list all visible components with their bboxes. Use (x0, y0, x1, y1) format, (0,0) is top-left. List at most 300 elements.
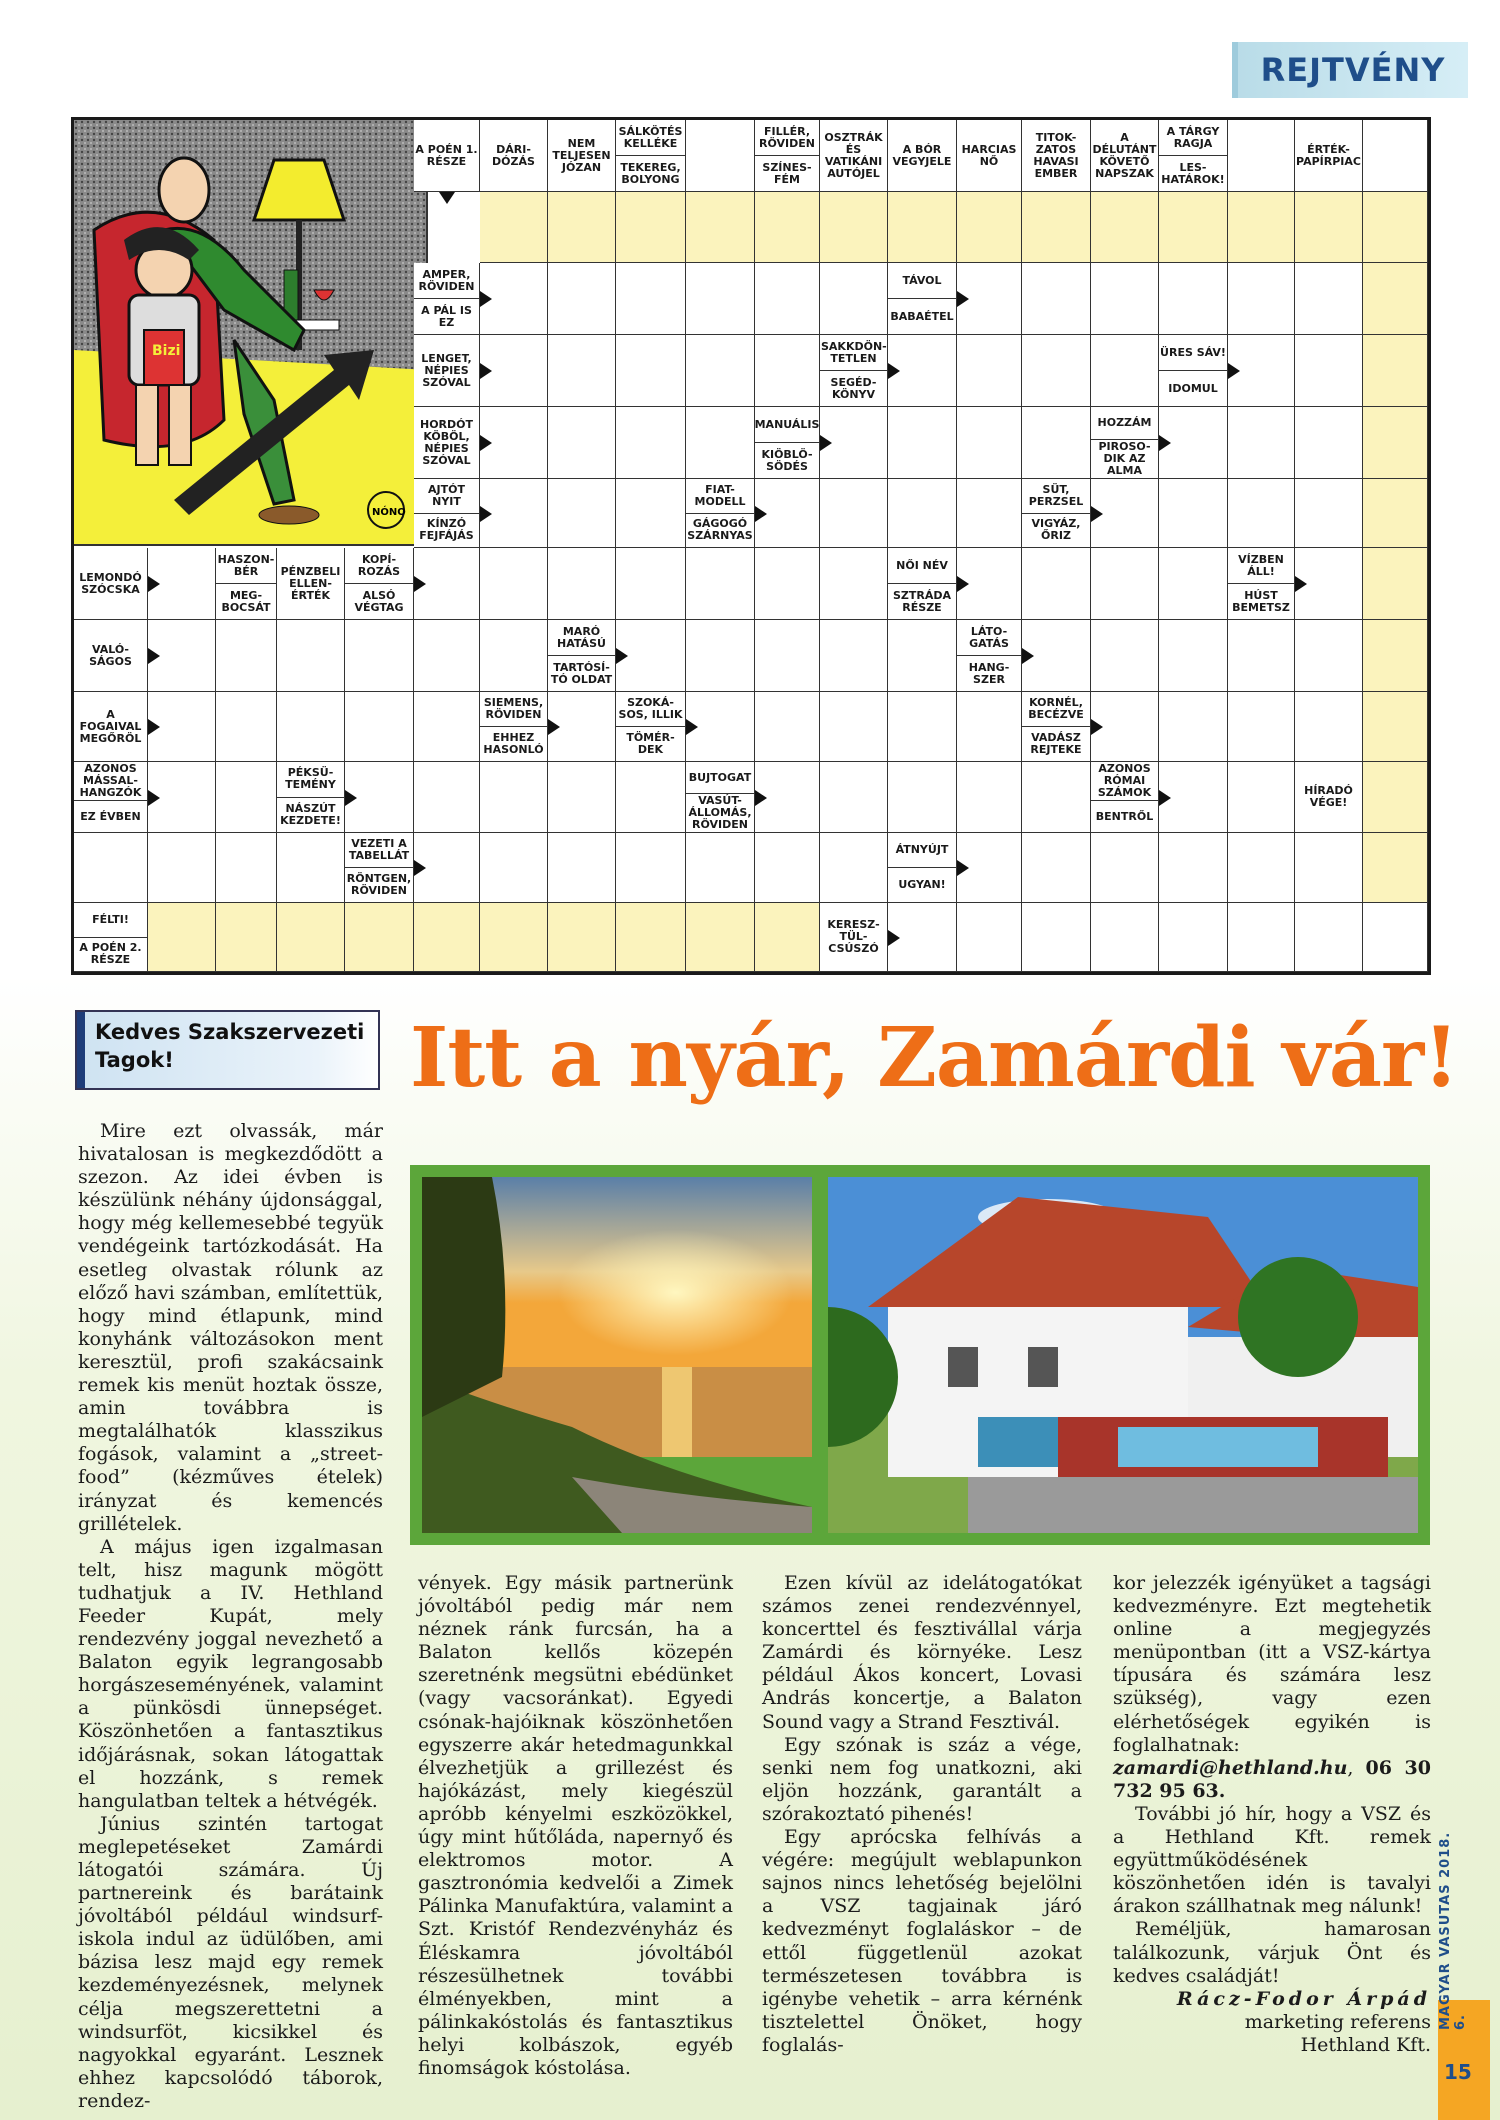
answer-cell[interactable] (548, 833, 616, 903)
answer-cell[interactable] (216, 833, 277, 903)
answer-cell[interactable] (820, 762, 888, 833)
clue-cell (74, 620, 148, 692)
clue-cell (414, 263, 480, 335)
answer-cell[interactable] (1159, 762, 1228, 833)
answer-cell[interactable] (480, 263, 548, 335)
greeting-box (75, 1010, 380, 1090)
answer-cell[interactable] (216, 762, 277, 833)
clue-cell (74, 548, 148, 620)
clue-text: A BÓR VEGYJELE (892, 142, 952, 168)
clue-text: AZONOS RÓMAI SZÁMOK (1097, 762, 1152, 799)
answer-cell[interactable] (755, 479, 820, 548)
clue-cell (548, 620, 616, 692)
clue-cell (616, 692, 686, 762)
clue-text: TÁVOL (902, 273, 942, 287)
clue-text: FÉLTI! (92, 912, 129, 926)
answer-cell[interactable] (1091, 335, 1159, 407)
answer-cell[interactable] (755, 263, 820, 335)
clue-text: LES-HATÁROK! (1159, 155, 1227, 191)
article-column-1 (78, 1120, 383, 2113)
answer-cell[interactable] (148, 833, 216, 903)
clue-text: KOPÍ-ROZÁS (357, 552, 401, 578)
answer-cell[interactable] (1363, 335, 1428, 407)
clue-cell (1091, 407, 1159, 479)
answer-cell[interactable] (277, 692, 345, 762)
answer-cell[interactable] (1228, 692, 1295, 762)
phone-number: 06 30 732 95 63. (1113, 1756, 1431, 1802)
answer-cell[interactable] (1363, 762, 1428, 833)
answer-cell[interactable] (616, 548, 686, 620)
clue-text: PIROSO-DIK AZ ALMA (1091, 439, 1158, 478)
answer-cell[interactable] (277, 903, 345, 972)
greeting-text: Kedves Szakszervezeti Tagok! (95, 1020, 365, 1072)
answer-cell[interactable] (548, 407, 616, 479)
answer-cell[interactable] (1228, 192, 1295, 263)
clue-text: VASÚT-ÁLLOMÁS, RÖVIDEN (686, 793, 754, 832)
clue-text: NEM TELJESEN JÓZAN (552, 136, 611, 174)
clue-text: TÖMÉR-DEK (616, 726, 685, 761)
clue-text: FIAT-MODELL (694, 482, 746, 508)
article-column-4: kor jelezzék igényüket a tagsági kedvezményre. Ezt megtehetik online a megjegyzés menüpontban (itt a VSZ-kártya típusára és számára lesz szükség), vagy ezen elérhetőségek egyikén is foglalhatnak: zamardi@hethland.hu, 06 30 732 95 63. További jó hír, hogy a VSZ és a Hethland Kft. remek együttműködésének köszönhetően idén is tavalyi árakon szállhatnak meg nálunk! Reméljük, hamarosan találkozunk, várjuk Önt és kedves családját! Rácz-Fodor Árpád marketing referens Hethland Kft. (1113, 1572, 1431, 2056)
clue-text: HASZON-BÉR (217, 552, 275, 578)
answer-cell[interactable] (1159, 407, 1228, 479)
answer-cell[interactable] (755, 192, 820, 263)
answer-cell[interactable] (1091, 548, 1159, 620)
answer-cell[interactable] (480, 192, 548, 263)
clue-cell (888, 120, 957, 192)
answer-cell[interactable] (1295, 263, 1363, 335)
clue-cell (74, 903, 148, 972)
answer-cell[interactable] (820, 548, 888, 620)
answer-cell[interactable] (888, 407, 957, 479)
answer-cell[interactable] (1022, 548, 1091, 620)
answer-cell[interactable] (755, 692, 820, 762)
answer-cell[interactable] (1091, 833, 1159, 903)
answer-cell[interactable] (820, 407, 888, 479)
clue-cell (1228, 548, 1295, 620)
answer-cell[interactable] (414, 620, 480, 692)
answer-cell[interactable] (1022, 192, 1091, 263)
col1-paragraph-1: Mire ezt olvassák, már hivatalosan is megkezdődött a szezon. Az idei évben is készülünk néhány újdonsággal, hogy még kellemesebbé tegyük vendégeink tartózkodását. Ha esetleg olvastak rólunk az előző havi számban, említettük, hogy mind étlapunk, mind konyhánk változásokon ment keresztül, profi szakácsaink remek kis menüt hoztak össze, amin továbbra is megtalálhatók klasszikus fogások, valamint a „street-food” (kézműves ételek) irányzat és kemencés grillételek. (78, 1120, 383, 1535)
answer-cell[interactable] (888, 479, 957, 548)
clue-text: HÍRADÓ VÉGE! (1304, 784, 1353, 809)
answer-cell[interactable] (755, 833, 820, 903)
answer-cell[interactable] (755, 335, 820, 407)
clue-cell (820, 903, 888, 972)
clue-text: EHHEZ HASONLÓ (480, 726, 547, 761)
clue-cell (686, 479, 755, 548)
col3-paragraph-2: Egy szónak is száz a vége, senki nem fog unatkozni, aki eljön hozzánk, garantált a szórakoztató pihenés! (762, 1733, 1082, 1825)
clue-cell (414, 335, 480, 407)
answer-cell[interactable] (1295, 692, 1363, 762)
answer-cell[interactable] (686, 903, 755, 972)
clue-cell (1295, 120, 1363, 192)
answer-cell[interactable] (345, 762, 414, 833)
answer-cell[interactable] (686, 263, 755, 335)
col1-paragraph-2: A május igen izgalmasan telt, hisz magunk mögött tudhatjuk a IV. Hethland Feeder Kupát, mely rendezvény joggal nevezhető a Balaton egyik legrangosabb horgászeseményének, valamint a pünkösdi ünnepséget. Köszönhetően a fantasztikus időjárásnak, sokan látogattak el hozzánk, s remek hangulatban teltek a hétvégék. (78, 1535, 383, 1812)
clue-text: GÁGOGÓ SZÁRNYAS (686, 513, 754, 548)
answer-cell[interactable] (1159, 263, 1228, 335)
answer-cell[interactable] (755, 903, 820, 972)
answer-cell[interactable] (1022, 335, 1091, 407)
col1-paragraph-3: Június szintén tartogat meglepetéseket Zamárdi látogatói számára. Új partnereink és barátaink jóvoltából például windsurf-iskola indul az üdülőben, ami bázisa lesz majd egy remek kezdeményezésnek, melynek célja megszerettetni a windsurföt, kicsikkel és nagyokkal egyaránt. Lesznek ehhez kapcsolódó táborok, rendez- (78, 1812, 383, 2112)
answer-cell[interactable] (1228, 620, 1295, 692)
answer-cell[interactable] (1363, 833, 1428, 903)
answer-cell[interactable] (1295, 407, 1363, 479)
answer-cell[interactable] (1228, 263, 1295, 335)
clue-text: KERESZ-TÜL-CSÚSZÓ (827, 918, 880, 955)
author-role: marketing referens (1244, 2010, 1431, 2033)
answer-cell[interactable] (148, 692, 216, 762)
answer-cell[interactable] (1022, 620, 1091, 692)
answer-cell[interactable] (686, 620, 755, 692)
answer-cell[interactable] (888, 692, 957, 762)
answer-cell[interactable] (1363, 903, 1428, 972)
clue-text: VIGYÁZ, ŐRIZ (1022, 513, 1090, 548)
answer-cell[interactable] (1228, 903, 1295, 972)
cartoon-drawing (74, 120, 428, 546)
clue-text: TITOK-ZATOS HAVASI EMBER (1033, 130, 1079, 180)
answer-cell[interactable] (480, 479, 548, 548)
clue-text: AMPER, RÖVIDEN (418, 267, 475, 293)
clue-text: AJTÓT NYIT (428, 482, 465, 508)
answer-cell[interactable] (345, 903, 414, 972)
clue-text: SZTRÁDA RÉSZE (888, 583, 956, 619)
answer-cell[interactable] (888, 903, 957, 972)
answer-cell[interactable] (1091, 192, 1159, 263)
answer-cell[interactable] (1159, 548, 1228, 620)
clue-cell (74, 692, 148, 762)
clue-cell (548, 120, 616, 192)
answer-cell[interactable] (414, 762, 480, 833)
clue-cell (480, 120, 548, 192)
answer-cell[interactable] (1159, 833, 1228, 903)
clue-cell (277, 762, 345, 833)
clue-text: HORDÓT KÖBÖL, NÉPIES SZÓVAL (419, 417, 473, 467)
answer-cell[interactable] (277, 620, 345, 692)
answer-cell[interactable] (1091, 263, 1159, 335)
clue-cell (345, 548, 414, 620)
clue-text: VADÁSZ REJTEKE (1022, 726, 1090, 761)
clue-cell (480, 692, 548, 762)
answer-cell[interactable] (480, 407, 548, 479)
answer-cell[interactable] (957, 335, 1022, 407)
clue-cell (616, 120, 686, 192)
answer-cell[interactable] (1363, 192, 1428, 263)
clue-cell (277, 548, 345, 620)
clue-text: MARÓ HATÁSÚ (557, 624, 606, 650)
clue-text: SIEMENS, RÖVIDEN (483, 696, 544, 721)
clue-cell (755, 407, 820, 479)
clue-cell (414, 407, 480, 479)
answer-cell[interactable] (548, 903, 616, 972)
answer-cell[interactable] (616, 407, 686, 479)
answer-cell[interactable] (548, 335, 616, 407)
clue-text: ÁTNYÚJT (895, 843, 949, 856)
answer-cell[interactable] (1159, 479, 1228, 548)
answer-cell[interactable] (1295, 620, 1363, 692)
answer-cell[interactable] (888, 762, 957, 833)
answer-cell[interactable] (957, 192, 1022, 263)
cartoon-signature: NÓNO (372, 507, 406, 518)
answer-cell[interactable] (686, 692, 755, 762)
answer-cell[interactable] (616, 833, 686, 903)
answer-cell[interactable] (1159, 903, 1228, 972)
answer-cell[interactable] (888, 335, 957, 407)
answer-cell[interactable] (414, 692, 480, 762)
answer-cell[interactable] (755, 548, 820, 620)
clue-text: TARTÓSÍ-TÓ OLDAT (548, 655, 615, 691)
clue-text: A PÁL IS EZ (414, 298, 479, 334)
answer-cell[interactable] (148, 762, 216, 833)
hotel-photo (828, 1177, 1418, 1533)
clue-cell (888, 548, 957, 620)
answer-cell[interactable] (957, 479, 1022, 548)
answer-cell[interactable] (1022, 833, 1091, 903)
answer-cell[interactable] (1295, 833, 1363, 903)
answer-cell[interactable] (548, 762, 616, 833)
clue-text: RÖNTGEN, RÖVIDEN (345, 867, 413, 902)
answer-cell[interactable] (1363, 407, 1428, 479)
answer-cell[interactable] (1022, 903, 1091, 972)
answer-cell[interactable] (480, 903, 548, 972)
article-column-3 (762, 1572, 1082, 2057)
clue-text: PÉKSÜ-TEMÉNY (285, 766, 336, 792)
col3-paragraph-3: Egy aprócska felhívás a végére: megújult weblapunkon sajnos nincs lehetőség bejelölni a VSZ tagjainak járó kedvezményt foglaláskor – de ettől függetlenül azokat természetesen továbbra is igénybe vehetik – arra kérnénk tisztelettel Önöket, hogy foglalás- (762, 1826, 1082, 2056)
answer-cell[interactable] (1091, 692, 1159, 762)
clue-text: A TÁRGY RAGJA (1166, 124, 1220, 150)
answer-cell[interactable] (686, 335, 755, 407)
clue-cell (888, 833, 957, 903)
clue-text: HÚST BEMETSZ (1228, 583, 1294, 619)
author-company: Hethland Kft. (1300, 2033, 1431, 2056)
clue-cell (1022, 479, 1091, 548)
section-title: REJTVÉNY (1260, 51, 1446, 89)
answer-cell[interactable] (820, 833, 888, 903)
clue-text: HOZZÁM (1097, 416, 1152, 429)
answer-cell[interactable] (414, 833, 480, 903)
answer-cell[interactable] (1091, 479, 1159, 548)
clue-text: SAKKDÖN-TETLEN (821, 339, 887, 365)
answer-cell[interactable] (1159, 192, 1228, 263)
answer-cell[interactable] (414, 903, 480, 972)
answer-cell[interactable] (1159, 620, 1228, 692)
clue-text: BUJTOGAT (688, 770, 752, 784)
answer-cell[interactable] (755, 620, 820, 692)
answer-cell[interactable] (957, 903, 1022, 972)
photo-strip (410, 1165, 1430, 1545)
answer-cell[interactable] (548, 548, 616, 620)
answer-cell[interactable] (548, 192, 616, 263)
answer-cell[interactable] (414, 548, 480, 620)
answer-cell[interactable] (820, 479, 888, 548)
clue-text: OSZTRÁK ÉS VATIKÁNI AUTÓJEL (824, 130, 883, 180)
answer-cell[interactable] (480, 762, 548, 833)
clue-text: UGYAN! (888, 867, 956, 902)
answer-cell[interactable] (957, 407, 1022, 479)
clue-text: LÁTO-GATÁS (969, 624, 1009, 650)
answer-cell[interactable] (480, 833, 548, 903)
section-tag (1232, 42, 1468, 98)
clue-text: HARCIAS NŐ (961, 142, 1017, 168)
clue-text: NÁSZÚT KEZDETE! (277, 797, 344, 833)
clue-text: KIÖBLÖ-SÖDÉS (755, 442, 819, 478)
answer-cell[interactable] (1295, 548, 1363, 620)
answer-cell[interactable] (755, 762, 820, 833)
answer-cell[interactable] (957, 692, 1022, 762)
answer-cell[interactable] (1295, 192, 1363, 263)
answer-cell[interactable] (686, 407, 755, 479)
email-link[interactable]: zamardi@hethland.hu (1113, 1756, 1348, 1779)
cartoon-illustration (74, 120, 428, 546)
clue-cell (755, 120, 820, 192)
answer-cell[interactable] (216, 620, 277, 692)
answer-cell[interactable] (1363, 479, 1428, 548)
clue-text: BENTRŐL (1091, 800, 1158, 832)
clue-cell (888, 263, 957, 335)
answer-cell[interactable] (1295, 479, 1363, 548)
clue-text: SÁLKÖTÉS KELLÉKE (618, 124, 683, 150)
bag-label: Bizi (152, 343, 181, 359)
answer-cell[interactable] (957, 263, 1022, 335)
answer-cell[interactable] (1228, 762, 1295, 833)
clue-text: MANUÁLIS (754, 417, 820, 431)
answer-cell[interactable] (216, 903, 277, 972)
col4-paragraph-2: További jó hír, hogy a VSZ és a Hethland Kft. remek együttműködésének köszönhetően idén is tavalyi árakon szállhatnak meg nálunk! (1113, 1802, 1431, 1918)
clue-text: A POÉN 2. RÉSZE (74, 937, 147, 972)
clue-cell (1091, 120, 1159, 192)
clue-text: SZOKÁ-SOS, ILLIK (618, 696, 683, 721)
clue-cell (820, 120, 888, 192)
answer-cell[interactable] (148, 548, 216, 620)
answer-cell[interactable] (548, 692, 616, 762)
answer-cell[interactable] (345, 620, 414, 692)
answer-cell[interactable] (686, 833, 755, 903)
clue-cell (74, 762, 148, 833)
answer-cell[interactable] (74, 833, 148, 903)
answer-cell[interactable] (277, 833, 345, 903)
clue-cell (957, 120, 1022, 192)
answer-cell[interactable] (1363, 692, 1428, 762)
answer-cell[interactable] (957, 548, 1022, 620)
answer-cell[interactable] (1228, 120, 1295, 192)
clue-cell (345, 833, 414, 903)
answer-cell[interactable] (345, 692, 414, 762)
col4-paragraph-3: Reméljük, hamarosan találkozunk, várjuk Önt és kedves családját! (1113, 1918, 1431, 1987)
clue-text: NŐI NÉV (896, 558, 948, 572)
answer-cell[interactable] (216, 692, 277, 762)
answer-cell[interactable] (1091, 620, 1159, 692)
author-name: Rácz-Fodor Árpád (1176, 1987, 1431, 2010)
clue-text: ÉRTÉK-PAPÍRPIAC (1296, 142, 1361, 168)
clue-cell (1295, 762, 1363, 833)
answer-cell[interactable] (616, 479, 686, 548)
answer-cell[interactable] (1295, 335, 1363, 407)
answer-cell[interactable] (1228, 335, 1295, 407)
clue-text: AZONOS MÁSSAL-HANGZÓK (79, 762, 142, 799)
clue-text: VALÓ-SÁGOS (89, 642, 132, 668)
answer-cell[interactable] (1363, 263, 1428, 335)
answer-cell[interactable] (1228, 479, 1295, 548)
answer-cell[interactable] (1295, 903, 1363, 972)
answer-cell[interactable] (957, 833, 1022, 903)
answer-cell[interactable] (1363, 620, 1428, 692)
answer-cell[interactable] (148, 903, 216, 972)
answer-cell[interactable] (1363, 548, 1428, 620)
crossword-puzzle (71, 117, 1431, 975)
answer-cell[interactable] (548, 479, 616, 548)
clue-text: BABAÉTEL (888, 298, 956, 334)
clue-text: A POÉN 1. RÉSZE (415, 142, 478, 168)
answer-cell[interactable] (957, 762, 1022, 833)
answer-cell[interactable] (686, 120, 755, 192)
clue-cell (820, 335, 888, 407)
answer-cell[interactable] (148, 620, 216, 692)
clue-cell (1159, 120, 1228, 192)
clue-text: LEMONDÓ SZÓCSKA (79, 570, 142, 596)
answer-cell[interactable] (1022, 263, 1091, 335)
answer-cell[interactable] (1159, 692, 1228, 762)
col2-paragraph: vények. Egy másik partnerünk jóvoltából pedig már nem néznek ránk furcsán, ha a Balaton kellős közepén szeretnénk megsütni ebédünket (vagy vacsoránkat). Egyedi csónak-hajóiknak köszönhetően egyszerre akár hetedmagunkkal élvezhetjük a grillezést és hajókázást, mely kiegészül apróbb kényelmi eszközökkel, úgy mint hűtőláda, napernyő és elektromos motor. A gasztronómia kedvelői a Zimek Pálinka Manufaktúra, valamint a Szt. Kristóf Rendezvényház és Éléskamra jóvoltából részesülhetnek további élményekben, mint a pálinkakóstolás és fantasztikus helyi kolbászok, egyéb finomságok kóstolása. (418, 1572, 733, 2079)
clue-arrow-icon (439, 192, 455, 204)
clue-cell (414, 120, 480, 192)
clue-text: VÍZBEN ÁLL! (1238, 552, 1284, 578)
answer-cell[interactable] (820, 620, 888, 692)
answer-cell[interactable] (480, 548, 548, 620)
answer-cell[interactable] (686, 548, 755, 620)
clue-text: EZ ÉVBEN (74, 800, 147, 832)
answer-cell[interactable] (616, 263, 686, 335)
clue-cell (216, 548, 277, 620)
clue-text: VEZETI A TABELLÁT (348, 837, 410, 862)
answer-cell[interactable] (616, 192, 686, 263)
answer-cell[interactable] (616, 620, 686, 692)
answer-cell[interactable] (616, 335, 686, 407)
clue-text: SZÍNES-FÉM (755, 155, 819, 191)
magazine-issue-label: MAGYAR VASUTAS 2018. 6. (1438, 1831, 1468, 2030)
answer-cell[interactable] (888, 192, 957, 263)
answer-cell[interactable] (820, 692, 888, 762)
answer-cell[interactable] (616, 762, 686, 833)
answer-cell[interactable] (548, 263, 616, 335)
clue-cell (1022, 120, 1091, 192)
clue-text: FILLÉR, RÖVIDEN (759, 124, 815, 150)
clue-text: MEG-BOCSÁT (216, 583, 276, 619)
answer-cell[interactable] (1228, 833, 1295, 903)
answer-cell[interactable] (1022, 762, 1091, 833)
answer-cell[interactable] (480, 620, 548, 692)
answer-cell[interactable] (1091, 903, 1159, 972)
clue-cell (414, 479, 480, 548)
clue-text: KORNÉL, BECÉZVE (1028, 696, 1084, 721)
answer-cell[interactable] (1228, 407, 1295, 479)
answer-cell[interactable] (1022, 407, 1091, 479)
answer-cell[interactable] (820, 192, 888, 263)
answer-cell[interactable] (1363, 120, 1428, 192)
answer-cell[interactable] (820, 263, 888, 335)
clue-text: IDOMUL (1159, 370, 1227, 406)
clue-text: PÉNZBELI ELLEN-ÉRTÉK (280, 564, 341, 602)
clue-cell (1091, 762, 1159, 833)
clue-cell (686, 762, 755, 833)
clue-text: A FOGAIVAL MEGŐRÖL (79, 707, 142, 745)
answer-cell[interactable] (480, 335, 548, 407)
answer-cell[interactable] (888, 620, 957, 692)
clue-cell (1159, 335, 1228, 407)
clue-cell (1022, 692, 1091, 762)
answer-cell[interactable] (686, 192, 755, 263)
answer-cell[interactable] (616, 903, 686, 972)
